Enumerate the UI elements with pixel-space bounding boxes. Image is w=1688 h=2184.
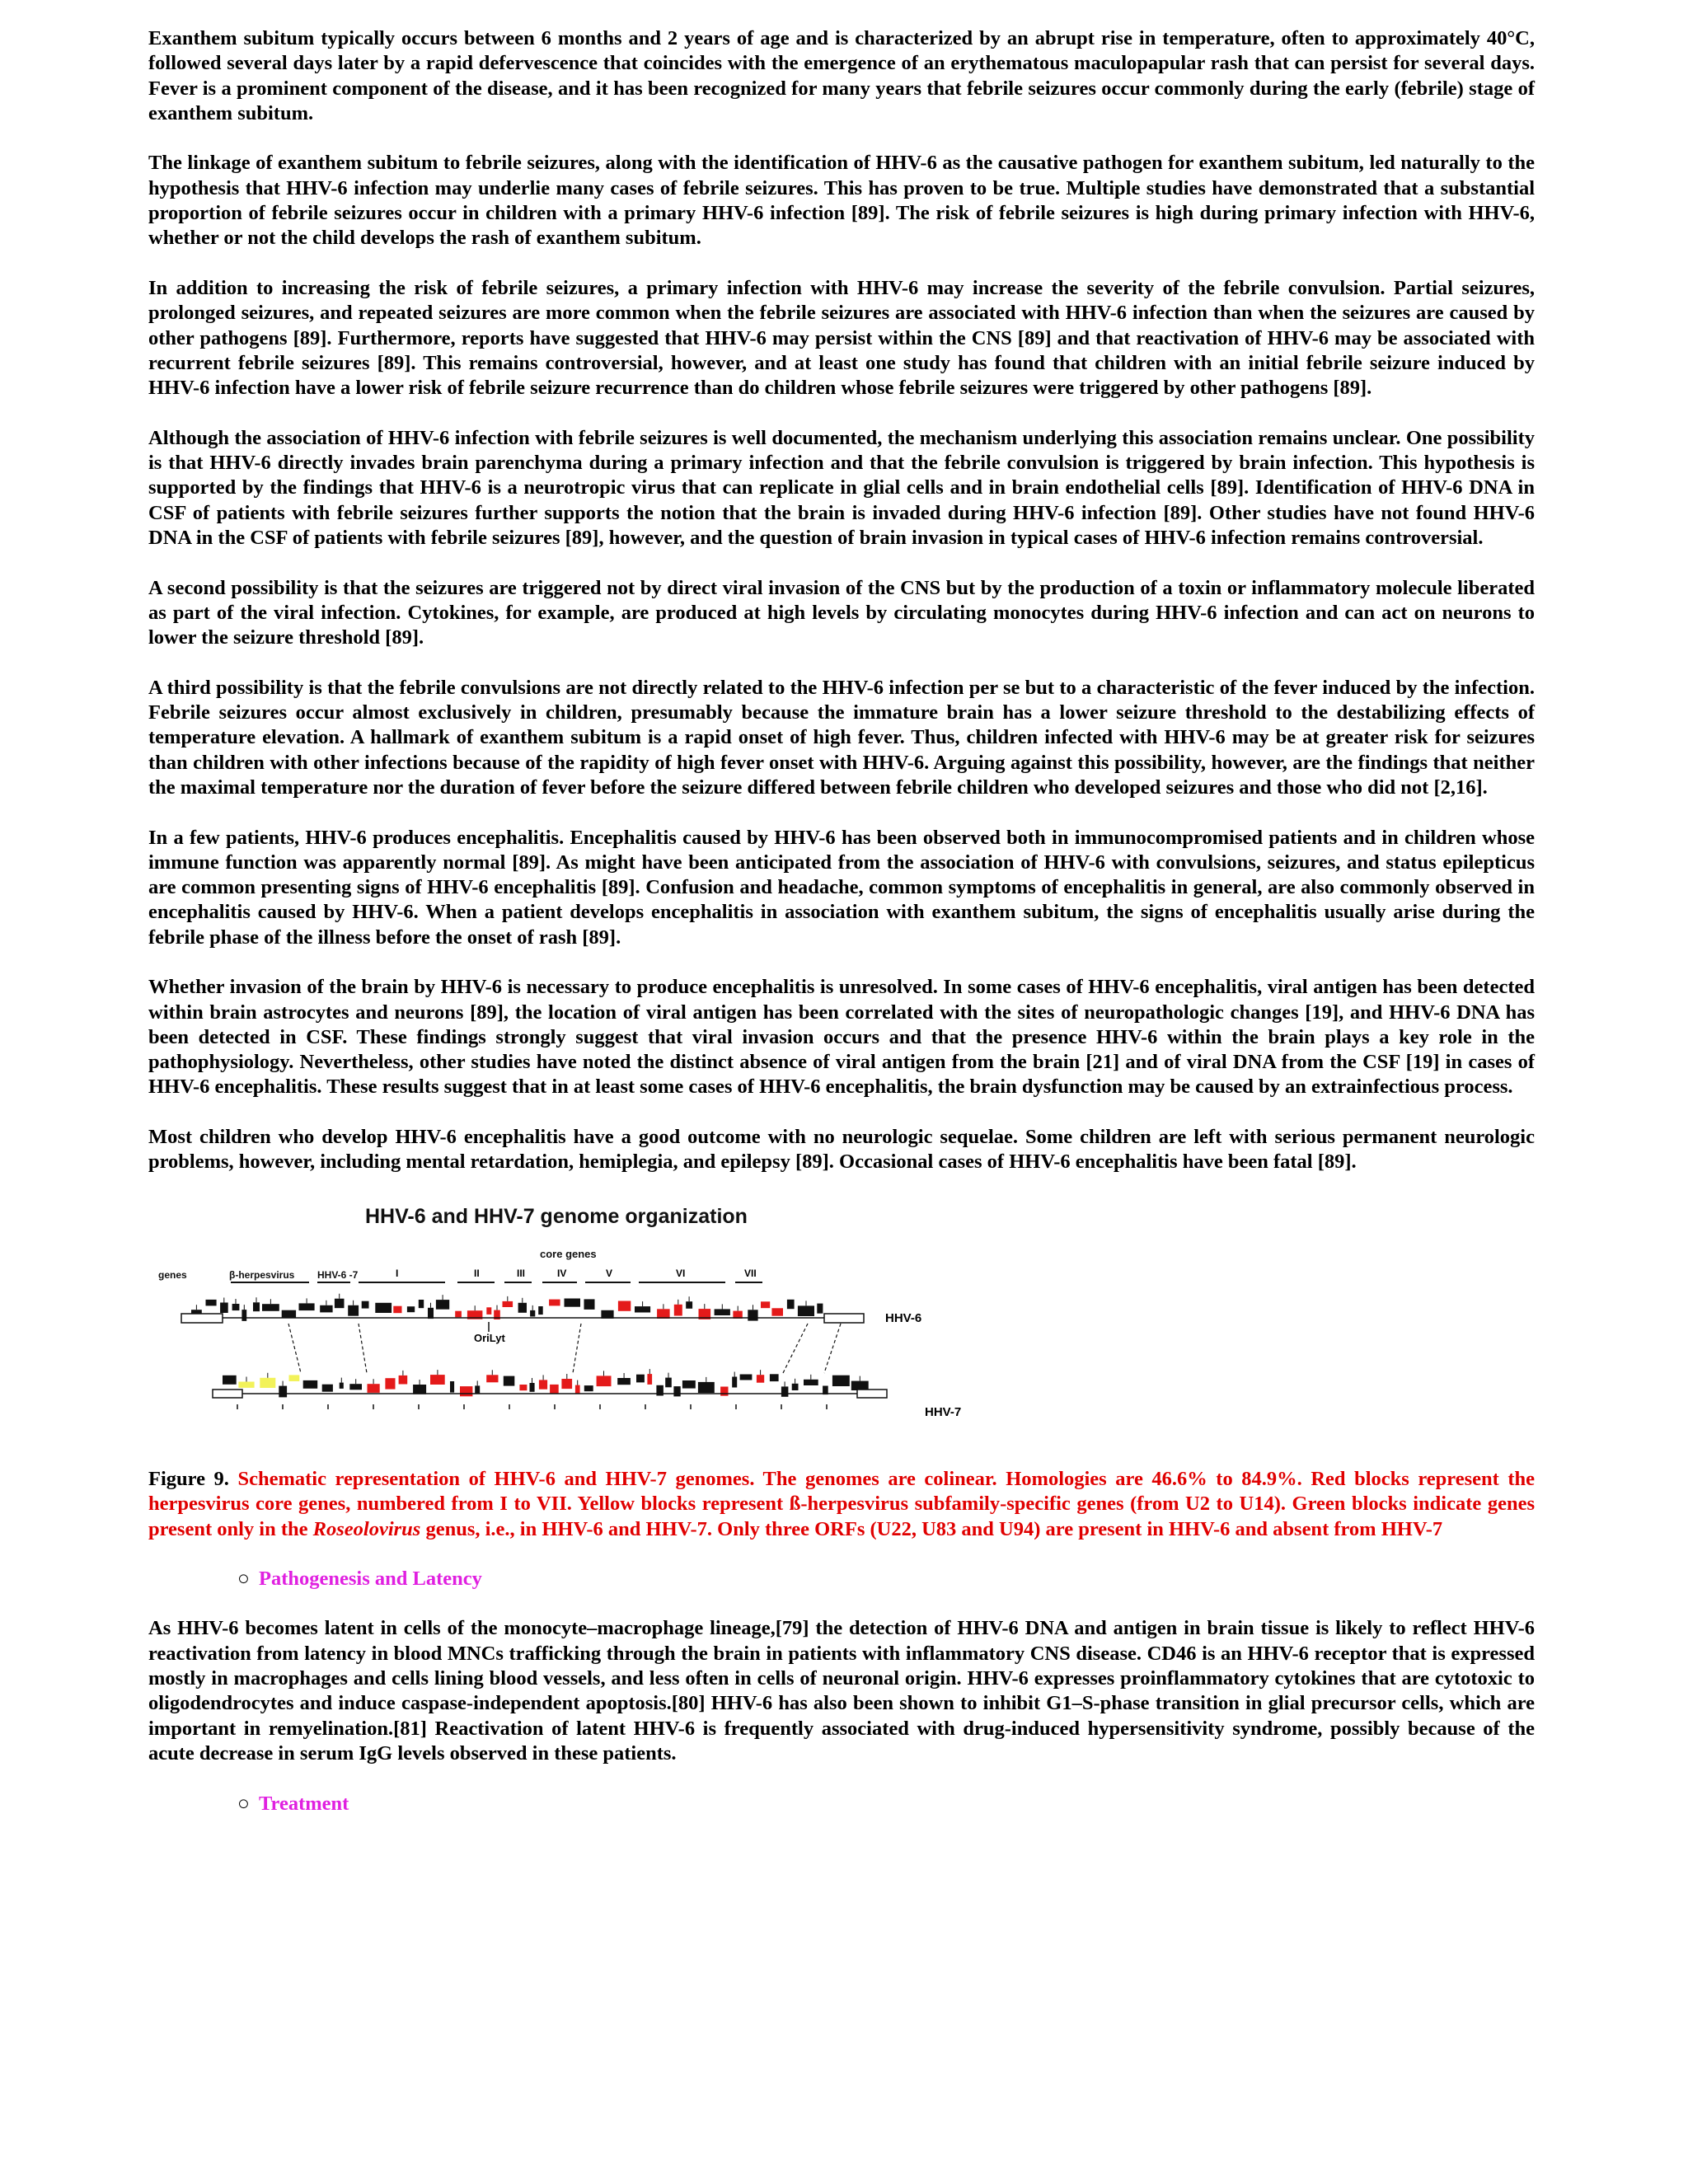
section-heading-treatment [148, 1792, 1535, 1816]
beta-herpesvirus-label: β-herpesvirus [229, 1268, 295, 1281]
gene-block [503, 1301, 513, 1307]
gene-block [455, 1311, 462, 1318]
gene-block [289, 1375, 300, 1381]
gene-block [584, 1299, 595, 1310]
gene-block [787, 1300, 795, 1309]
gene-block [549, 1300, 560, 1306]
gene-block [413, 1385, 426, 1394]
hhv6-genome-track [181, 1294, 921, 1325]
gene-block [518, 1303, 527, 1313]
gene-block [770, 1374, 779, 1381]
gene-block [450, 1381, 454, 1393]
gene-block [320, 1305, 332, 1313]
gene-block [368, 1384, 380, 1393]
genome-figure [148, 1200, 1535, 1447]
gene-block [407, 1306, 415, 1312]
gene-block [262, 1304, 279, 1311]
gene-block [538, 1306, 543, 1315]
gene-block [419, 1300, 424, 1308]
gene-block [241, 1310, 246, 1321]
figure-caption [148, 1467, 1535, 1542]
track-label-hhv6: HHV-6 [885, 1310, 922, 1325]
figure-title: HHV-6 and HHV-7 genome organization [365, 1204, 748, 1228]
gene-block [635, 1306, 650, 1312]
gene-block [698, 1382, 715, 1393]
paragraph-exanthem-subitum: Exanthem subitum typically occurs between 6 months and 2 years of age and is characterized by an abrupt rise in temperature, often to approximately 40°C, followed several days later by a rapid defervescence that coincides with the emergence of an erythematous maculopapular rash that can persist for several days. Fever is a prominent component of the disease, and it has been recognized for many years that febrile seizures occur commonly during the early (febrile) stage of exanthem subitum. [148, 27, 1535, 124]
gene-block [740, 1374, 753, 1380]
gene-block [282, 1310, 296, 1319]
block-label-3: III [517, 1267, 526, 1279]
scale-ticks [237, 1404, 827, 1409]
paragraph-brain-invasion: Whether invasion of the brain by HHV-6 is necessary to produce encephalitis is unresolved. In some cases of HHV-6 encephalitis, viral antigen has been detected within brain astrocytes and neurons [89], the location of viral antigen has been correlated with the sites of neuropathologic changes [19], and HHV-6 DNA has been detected in CSF. These findings strongly suggest that viral invasion occurs and that the presence HHV-6 within the brain plays a key role in the pathophysiology. Nevertheless, other studies have noted the distinct absence of viral antigen from the brain [21] and of viral DNA from the CSF [19] in cases of HHV-6 encephalitis. These results suggest that in at least some cases of HHV-6 encephalitis, the brain dysfunction may be caused by an extrainfectious process. [148, 976, 1535, 1099]
block-label-2: II [474, 1267, 480, 1279]
gene-block [771, 1308, 783, 1315]
gene-block [673, 1386, 680, 1396]
gene-block [322, 1385, 333, 1392]
gene-block [303, 1380, 318, 1389]
gene-block [682, 1380, 696, 1389]
gene-block [584, 1385, 593, 1391]
gene-block [804, 1380, 818, 1385]
gene-block [597, 1376, 612, 1386]
block-label-4: IV [557, 1267, 567, 1279]
gene-block [299, 1303, 315, 1310]
track-label-hhv7: HHV-7 [925, 1404, 962, 1419]
homology-dashed-lines [288, 1324, 841, 1373]
gene-block [575, 1385, 580, 1394]
genes-label: genes [158, 1268, 187, 1281]
caption-text-part2: genus, i.e., in HHV-6 and HHV-7. Only three ORFs (U22, U83 and U94) are present in HHV-6 and absent from HHV-7 [425, 1517, 1443, 1540]
gene-block [720, 1386, 728, 1395]
block-label-7: VII [744, 1267, 757, 1279]
gene-block [715, 1309, 730, 1315]
gene-block [550, 1385, 559, 1394]
gene-block [674, 1305, 682, 1316]
gene-block [647, 1374, 652, 1385]
gene-block [665, 1378, 672, 1388]
gene-block [206, 1300, 217, 1306]
paragraph-second-possibility: A second possibility is that the seizures are triggered not by direct viral invasion of the CNS but by the production of a toxin or inflammatory molecule liberated as part of the viral infection. Cytokines, for example, are produced at high levels by circulating monocytes during HHV-6 infection and can act on neurons to lower the seizure threshold [89]. [148, 576, 1535, 649]
gene-block [732, 1376, 737, 1387]
hhv7-genome-track [213, 1369, 961, 1419]
gene-block [565, 1298, 581, 1306]
block-label-5: V [606, 1267, 613, 1279]
gene-block [362, 1301, 369, 1309]
gene-block [335, 1299, 345, 1309]
gene-block [260, 1378, 275, 1388]
gene-block [238, 1381, 254, 1387]
gene-block [617, 1378, 631, 1385]
gene-block [792, 1384, 799, 1390]
core-block-labels [396, 1268, 757, 1279]
caption-text-part1: Schematic representation of HHV-6 and HHV-7 genomes. The genomes are colinear. Homologies are 46.6% to 84.9%. Red blocks represent the herpesvirus core genes, numbered from I to VII. Yellow blocks represent ß-herpesvirus subfamily-specific genes (from U2 to U14). Green blocks indicate genes present only in the [148, 1467, 1535, 1540]
core-genes-label: core genes [540, 1247, 597, 1260]
paragraph-third-possibility: A third possibility is that the febrile convulsions are not directly related to the HHV-6 infection per se but to a characteristic of the fever induced by the infection. Febrile seizures occur almost exclusively in children, presumably because the immature brain has a lower seizure threshold to the destabilizing effects of temperature elevation. A hallmark of exanthem subitum is a rapid onset of high fever. Thus, children infected with HHV-6 may be at greater risk for seizures than children with other infections because of the rapidity of high fever onset with HHV-6. Arguing against this possibility, however, are the findings that neither the maximal temperature nor the duration of fever before the seizure differed between febrile children who developed seizures and those who did not [2,16]. [148, 676, 1535, 799]
gene-block [817, 1304, 823, 1314]
paragraph-febrile-seizure-linkage: The linkage of exanthem subitum to febrile seizures, along with the identification of HHV-6 as the causative pathogen for exanthem subitum, led naturally to the hypothesis that HHV-6 infection may underlie many cases of febrile seizures. This has proven to be true. Multiple studies have demonstrated that a substantial proportion of febrile seizures occur in children with a primary HHV-6 infection [89]. The risk of febrile seizures is high during primary infection with HHV-6, whether or not the child develops the rash of exanthem subitum. [148, 152, 1535, 250]
gene-block [504, 1376, 515, 1386]
gene-block [486, 1375, 498, 1382]
gene-block [399, 1376, 408, 1385]
paragraph-latency: As HHV-6 becomes latent in cells of the monocyte–macrophage lineage,[79] the detection of HHV-6 DNA and antigen in brain tissue is likely to reflect HHV-6 reactivation from latency in blood MNCs trafficking through the brain in patients with inflammatory CNS disease. CD46 is an HHV-6 receptor that is expressed mostly in macrophages and cells lining blood vessels, and less often in cells of neuronal origin. HHV-6 expresses proinflammatory cytokines that are cytotoxic to oligodendrocytes and induce caspase-independent apoptosis.[80] HHV-6 has also been shown to inhibit G1–S-phase transition in glial precursor cells, which are important in remyelination.[81] Reactivation of latent HHV-6 is frequently associated with drug-induced hypersensitivity syndrome, possibly because of the acute decrease in serum IgG levels observed in these patients. [148, 1617, 1535, 1765]
bullet-icon: ○ [237, 1792, 250, 1815]
gene-block [349, 1384, 362, 1390]
gene-block [475, 1385, 480, 1394]
gene-block [279, 1386, 287, 1398]
gene-block [686, 1301, 692, 1309]
gene-block [798, 1305, 814, 1316]
gene-block [530, 1383, 535, 1392]
gene-block [340, 1383, 344, 1389]
gene-block [748, 1310, 757, 1320]
section-heading-pathogenesis [148, 1567, 1535, 1591]
block-label-1: I [396, 1267, 399, 1279]
gene-block [223, 1376, 237, 1385]
caption-label: Figure 9. [148, 1467, 229, 1490]
orilyt-label: OriLyt [474, 1331, 505, 1344]
block-label-6: VI [676, 1267, 686, 1279]
gene-block [375, 1303, 392, 1313]
gene-block [519, 1385, 527, 1390]
gene-block [781, 1386, 789, 1396]
heading-treatment-text: Treatment [259, 1792, 349, 1815]
paragraph-outcome: Most children who develop HHV-6 encephalitis have a good outcome with no neurologic sequelae. Some children are left with serious permanent neurologic problems, however, including mental retardation, hemiplegia, and epilepsy [89]. Occasional cases of HHV-6 encephalitis have been fatal [89]. [148, 1126, 1535, 1174]
caption-italic-genus: Roseolovirus [312, 1517, 421, 1540]
paragraph-encephalitis: In a few patients, HHV-6 produces encephalitis. Encephalitis caused by HHV-6 has been observed both in immunocompromised patients and in children whose immune function was apparently normal [89]. As might have been anticipated from the association of HHV-6 with convulsions, seizures, and status epilepticus are common presenting signs of HHV-6 encephalitis [89]. Confusion and headache, common symptoms of encephalitis in general, are also commonly observed in encephalitis caused by HHV-6. When a patient develops encephalitis in association with exanthem subitum, the signs of encephalitis usually arise during the febrile phase of the illness before the onset of rash [89]. [148, 826, 1535, 949]
paragraph-seizure-severity: In addition to increasing the risk of febrile seizures, a primary infection with HHV-6 may increase the severity of the febrile convulsion. Partial seizures, prolonged seizures, and repeated seizures are more common when the febrile seizures are associated with HHV-6 infection than when the seizures are caused by other pathogens [89]. Furthermore, reports have suggested that HHV-6 may persist within the CNS [89] and that reactivation of HHV-6 may be associated with recurrent febrile seizures [89]. This remains controversial, however, and at least one study has found that children with an initial febrile seizure induced by HHV-6 infection have a lower risk of febrile seizure recurrence than do children whose febrile seizures were triggered by other pathogens [89]. [148, 276, 1535, 400]
gene-block [761, 1301, 770, 1308]
gene-block [530, 1310, 535, 1317]
gene-block [561, 1379, 572, 1389]
gene-block [430, 1375, 445, 1385]
gene-block [232, 1304, 240, 1310]
bullet-icon: ○ [237, 1567, 250, 1590]
gene-block [220, 1302, 228, 1313]
gene-block [253, 1302, 260, 1311]
gene-block [657, 1309, 670, 1319]
gene-block [636, 1375, 645, 1383]
document-page [148, 26, 1535, 1841]
gene-block [460, 1386, 472, 1396]
gene-block [385, 1378, 395, 1389]
hhv6-gene-marks [191, 1294, 823, 1321]
heading-pathogenesis-text: Pathogenesis and Latency [259, 1567, 482, 1590]
gene-block [618, 1301, 631, 1310]
gene-block [539, 1380, 547, 1389]
paragraph-mechanism: Although the association of HHV-6 infection with febrile seizures is well documented, the mechanism underlying this association remains unclear. One possibility is that HHV-6 directly invades brain parenchyma during a primary infection and that the febrile convulsion is triggered by brain infection. This hypothesis is supported by the findings that HHV-6 is a neurotropic virus that can replicate in glial cells and in brain endothelial cells [89]. Identification of HHV-6 DNA in CSF of patients with febrile seizures further supports the notion that the brain is invaded during HHV-6 infection [89]. Other studies have not found HHV-6 DNA in the CSF of patients with febrile seizures [89], however, and the question of brain invasion in typical cases of HHV-6 infection remains controversial. [148, 426, 1535, 549]
gene-block [757, 1375, 764, 1383]
gene-block [436, 1300, 449, 1310]
gene-block [348, 1305, 359, 1316]
gene-block [428, 1308, 434, 1319]
gene-block [486, 1307, 491, 1315]
genome-diagram [148, 1200, 989, 1447]
hhv67-label: HHV-6 -7 [317, 1268, 359, 1281]
gene-block [393, 1306, 401, 1314]
gene-block [832, 1376, 850, 1386]
